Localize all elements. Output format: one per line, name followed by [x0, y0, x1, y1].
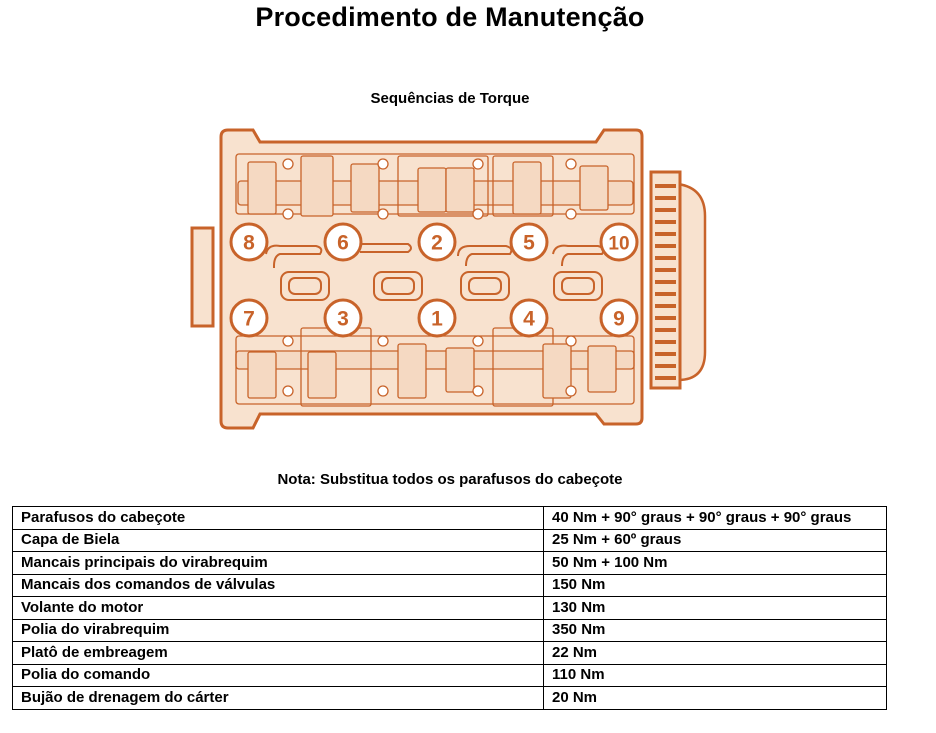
table-row — [13, 507, 887, 530]
bolt-3 — [325, 300, 361, 336]
part-cell: Capa de Biela — [13, 529, 544, 552]
bolt-5 — [511, 224, 547, 260]
diagram-subtitle: Sequências de Torque — [370, 90, 530, 107]
torque-cell: 130 Nm — [544, 597, 887, 620]
left-end-plate — [192, 228, 213, 326]
bolt-number: 1 — [431, 307, 443, 331]
table-row — [13, 597, 887, 620]
bolt-4 — [511, 300, 547, 336]
bolt-number: 5 — [523, 231, 535, 255]
bolt-6 — [325, 224, 361, 260]
bolt-10 — [601, 224, 637, 260]
torque-cell: 25 Nm + 60º graus — [544, 529, 887, 552]
pulley-housing — [678, 184, 705, 380]
part-cell: Parafusos do cabeçote — [13, 507, 544, 530]
torque-cell: 150 Nm — [544, 574, 887, 597]
torque-cell: 50 Nm + 100 Nm — [544, 552, 887, 575]
part-cell: Volante do motor — [13, 597, 544, 620]
bolt-number: 2 — [431, 231, 443, 255]
table-row — [13, 664, 887, 687]
bolt-2 — [419, 224, 455, 260]
bolt-1 — [419, 300, 455, 336]
part-cell: Mancais principais do virabrequim — [13, 552, 544, 575]
bolt-number: 10 — [608, 233, 630, 255]
bolt-9 — [601, 300, 637, 336]
torque-cell: 20 Nm — [544, 687, 887, 710]
table-row — [13, 619, 887, 642]
torque-cell: 22 Nm — [544, 642, 887, 665]
torque-table — [12, 506, 887, 710]
table-row — [13, 529, 887, 552]
cylinder-head-diagram — [188, 126, 710, 434]
page-title: Procedimento de Manutenção — [255, 2, 645, 32]
part-cell: Polia do virabrequim — [13, 619, 544, 642]
table-row — [13, 642, 887, 665]
part-cell: Platô de embreagem — [13, 642, 544, 665]
bolt-number: 9 — [613, 307, 625, 331]
bolt-number: 8 — [243, 231, 255, 255]
table-row — [13, 574, 887, 597]
replacement-note: Nota: Substitua todos os parafusos do cabeçote — [277, 471, 623, 488]
torque-cell: 110 Nm — [544, 664, 887, 687]
part-cell: Polia do comando — [13, 664, 544, 687]
bolt-7 — [231, 300, 267, 336]
part-cell: Mancais dos comandos de válvulas — [13, 574, 544, 597]
bolt-number: 4 — [523, 307, 535, 331]
torque-cell: 350 Nm — [544, 619, 887, 642]
table-row — [13, 687, 887, 710]
torque-cell: 40 Nm + 90° graus + 90° graus + 90° graus — [544, 507, 887, 530]
part-cell: Bujão de drenagem do cárter — [13, 687, 544, 710]
bolt-number: 6 — [337, 231, 349, 255]
bolt-8 — [231, 224, 267, 260]
table-row — [13, 552, 887, 575]
bolt-number: 7 — [243, 307, 255, 331]
bolt-number: 3 — [337, 307, 349, 331]
